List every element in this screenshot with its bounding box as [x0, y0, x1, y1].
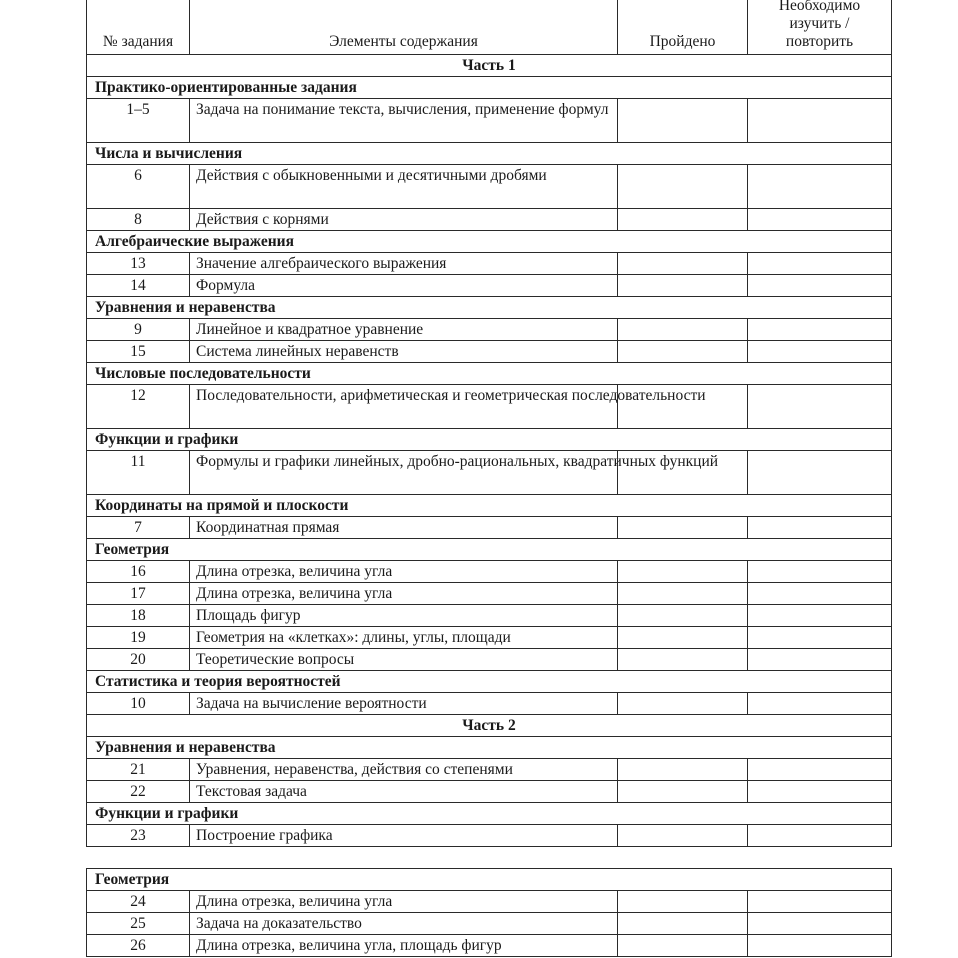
- task-content: Построение графика: [190, 825, 618, 847]
- repeat-cell[interactable]: [748, 825, 892, 847]
- task-content: Последовательности, арифметическая и геометрическая последовательности: [190, 385, 618, 429]
- section-row: [87, 77, 892, 99]
- task-content: Задача на понимание текста, вычисления, применение формул: [190, 99, 618, 143]
- repeat-cell[interactable]: [748, 583, 892, 605]
- task-number: 22: [87, 781, 190, 803]
- done-cell[interactable]: [618, 209, 748, 231]
- section-row: [87, 231, 892, 253]
- section-title: Числа и вычисления: [87, 143, 892, 165]
- section-title: Координаты на прямой и плоскости: [87, 495, 892, 517]
- section-title: Числовые последовательности: [87, 363, 892, 385]
- table-row: [87, 781, 892, 803]
- part-row: [87, 715, 892, 737]
- repeat-cell[interactable]: [748, 275, 892, 297]
- repeat-cell[interactable]: [748, 451, 892, 495]
- done-cell[interactable]: [618, 99, 748, 143]
- table-row: [87, 935, 892, 957]
- table-row: [87, 583, 892, 605]
- section-row: [87, 539, 892, 561]
- done-cell[interactable]: [618, 891, 748, 913]
- repeat-cell[interactable]: [748, 627, 892, 649]
- task-content: Система линейных неравенств: [190, 341, 618, 363]
- section-row: [87, 363, 892, 385]
- done-cell[interactable]: [618, 517, 748, 539]
- task-content: Формулы и графики линейных, дробно-рациональных, квадратичных функций: [190, 451, 618, 495]
- section-title: Функции и графики: [87, 429, 892, 451]
- task-number: 1–5: [87, 99, 190, 143]
- header-to-repeat: Необходимо изучить / повторить: [748, 0, 892, 55]
- part-title: Часть 1: [87, 55, 892, 77]
- section-title: Геометрия: [87, 539, 892, 561]
- done-cell[interactable]: [618, 825, 748, 847]
- task-content: Координатная прямая: [190, 517, 618, 539]
- section-row: [87, 671, 892, 693]
- task-number: 21: [87, 759, 190, 781]
- table-row: [87, 649, 892, 671]
- part-title: Часть 2: [87, 715, 892, 737]
- section-row: [87, 143, 892, 165]
- table-row: [87, 605, 892, 627]
- section-title: Уравнения и неравенства: [87, 737, 892, 759]
- table-row: [87, 275, 892, 297]
- table-row: [87, 561, 892, 583]
- table-row: [87, 891, 892, 913]
- done-cell[interactable]: [618, 165, 748, 209]
- table-row: [87, 165, 892, 209]
- repeat-cell[interactable]: [748, 913, 892, 935]
- task-number: 18: [87, 605, 190, 627]
- table-row: [87, 253, 892, 275]
- task-content: Длина отрезка, величина угла: [190, 891, 618, 913]
- table-row: [87, 693, 892, 715]
- table-row: [87, 341, 892, 363]
- part-row: [87, 55, 892, 77]
- task-number: 11: [87, 451, 190, 495]
- done-cell[interactable]: [618, 561, 748, 583]
- header-done: Пройдено: [618, 0, 748, 55]
- table-row: [87, 759, 892, 781]
- done-cell[interactable]: [618, 649, 748, 671]
- task-content: Длина отрезка, величина угла: [190, 583, 618, 605]
- task-number: 17: [87, 583, 190, 605]
- task-content: Действия с обыкновенными и десятичными дробями: [190, 165, 618, 209]
- repeat-cell[interactable]: [748, 165, 892, 209]
- task-content: Площадь фигур: [190, 605, 618, 627]
- task-number: 9: [87, 319, 190, 341]
- section-title: Уравнения и неравенства: [87, 297, 892, 319]
- section-title: Практико-ориентированные задания: [87, 77, 892, 99]
- task-number: 23: [87, 825, 190, 847]
- repeat-cell[interactable]: [748, 99, 892, 143]
- repeat-cell[interactable]: [748, 209, 892, 231]
- task-number: 6: [87, 165, 190, 209]
- task-content: Уравнения, неравенства, действия со степенями: [190, 759, 618, 781]
- table-row: [87, 627, 892, 649]
- repeat-cell[interactable]: [748, 759, 892, 781]
- header-content-elements: Элементы содержания: [190, 0, 618, 55]
- table-row: [87, 319, 892, 341]
- task-content: Длина отрезка, величина угла, площадь фигур: [190, 935, 618, 957]
- repeat-cell[interactable]: [748, 605, 892, 627]
- section-row: [87, 869, 892, 891]
- task-number: 25: [87, 913, 190, 935]
- section-row: [87, 737, 892, 759]
- section-title: Алгебраические выражения: [87, 231, 892, 253]
- section-title: Функции и графики: [87, 803, 892, 825]
- table-header-row: [87, 0, 892, 55]
- repeat-cell[interactable]: [748, 517, 892, 539]
- task-content: Значение алгебраического выражения: [190, 253, 618, 275]
- task-number: 13: [87, 253, 190, 275]
- done-cell[interactable]: [618, 935, 748, 957]
- table-row: [87, 913, 892, 935]
- task-number: 24: [87, 891, 190, 913]
- repeat-cell[interactable]: [748, 649, 892, 671]
- table-row: [87, 517, 892, 539]
- repeat-cell[interactable]: [748, 935, 892, 957]
- repeat-cell[interactable]: [748, 341, 892, 363]
- table-row: [87, 825, 892, 847]
- repeat-cell[interactable]: [748, 253, 892, 275]
- task-number: 20: [87, 649, 190, 671]
- table-row: [87, 209, 892, 231]
- section-row: [87, 429, 892, 451]
- done-cell[interactable]: [618, 605, 748, 627]
- task-content: Задача на вычисление вероятности: [190, 693, 618, 715]
- repeat-cell[interactable]: [748, 781, 892, 803]
- table-row: [87, 385, 892, 429]
- task-number: 15: [87, 341, 190, 363]
- section-row: [87, 495, 892, 517]
- task-number: 10: [87, 693, 190, 715]
- table-row: [87, 451, 892, 495]
- task-number: 16: [87, 561, 190, 583]
- done-cell[interactable]: [618, 759, 748, 781]
- repeat-cell[interactable]: [748, 891, 892, 913]
- repeat-cell[interactable]: [748, 561, 892, 583]
- done-cell[interactable]: [618, 781, 748, 803]
- repeat-cell[interactable]: [748, 385, 892, 429]
- task-number: 8: [87, 209, 190, 231]
- table-row: [87, 99, 892, 143]
- section-row: [87, 803, 892, 825]
- task-content: Длина отрезка, величина угла: [190, 561, 618, 583]
- section-title: Геометрия: [87, 869, 892, 891]
- done-cell[interactable]: [618, 627, 748, 649]
- task-number: 26: [87, 935, 190, 957]
- section-row: [87, 297, 892, 319]
- task-content: Текстовая задача: [190, 781, 618, 803]
- task-content: Линейное и квадратное уравнение: [190, 319, 618, 341]
- task-content: Геометрия на «клетках»: длины, углы, площади: [190, 627, 618, 649]
- repeat-cell[interactable]: [748, 319, 892, 341]
- header-task-number: № задания: [87, 0, 190, 55]
- done-cell[interactable]: [618, 319, 748, 341]
- checklist-table: [86, 0, 892, 847]
- done-cell[interactable]: [618, 693, 748, 715]
- checklist-table-continued: [86, 868, 892, 957]
- done-cell[interactable]: [618, 253, 748, 275]
- done-cell[interactable]: [618, 341, 748, 363]
- done-cell[interactable]: [618, 275, 748, 297]
- task-number: 19: [87, 627, 190, 649]
- section-title: Статистика и теория вероятностей: [87, 671, 892, 693]
- task-content: Действия с корнями: [190, 209, 618, 231]
- task-content: Задача на доказательство: [190, 913, 618, 935]
- task-content: Формула: [190, 275, 618, 297]
- task-content: Теоретические вопросы: [190, 649, 618, 671]
- task-number: 14: [87, 275, 190, 297]
- task-number: 7: [87, 517, 190, 539]
- done-cell[interactable]: [618, 913, 748, 935]
- repeat-cell[interactable]: [748, 693, 892, 715]
- done-cell[interactable]: [618, 583, 748, 605]
- task-number: 12: [87, 385, 190, 429]
